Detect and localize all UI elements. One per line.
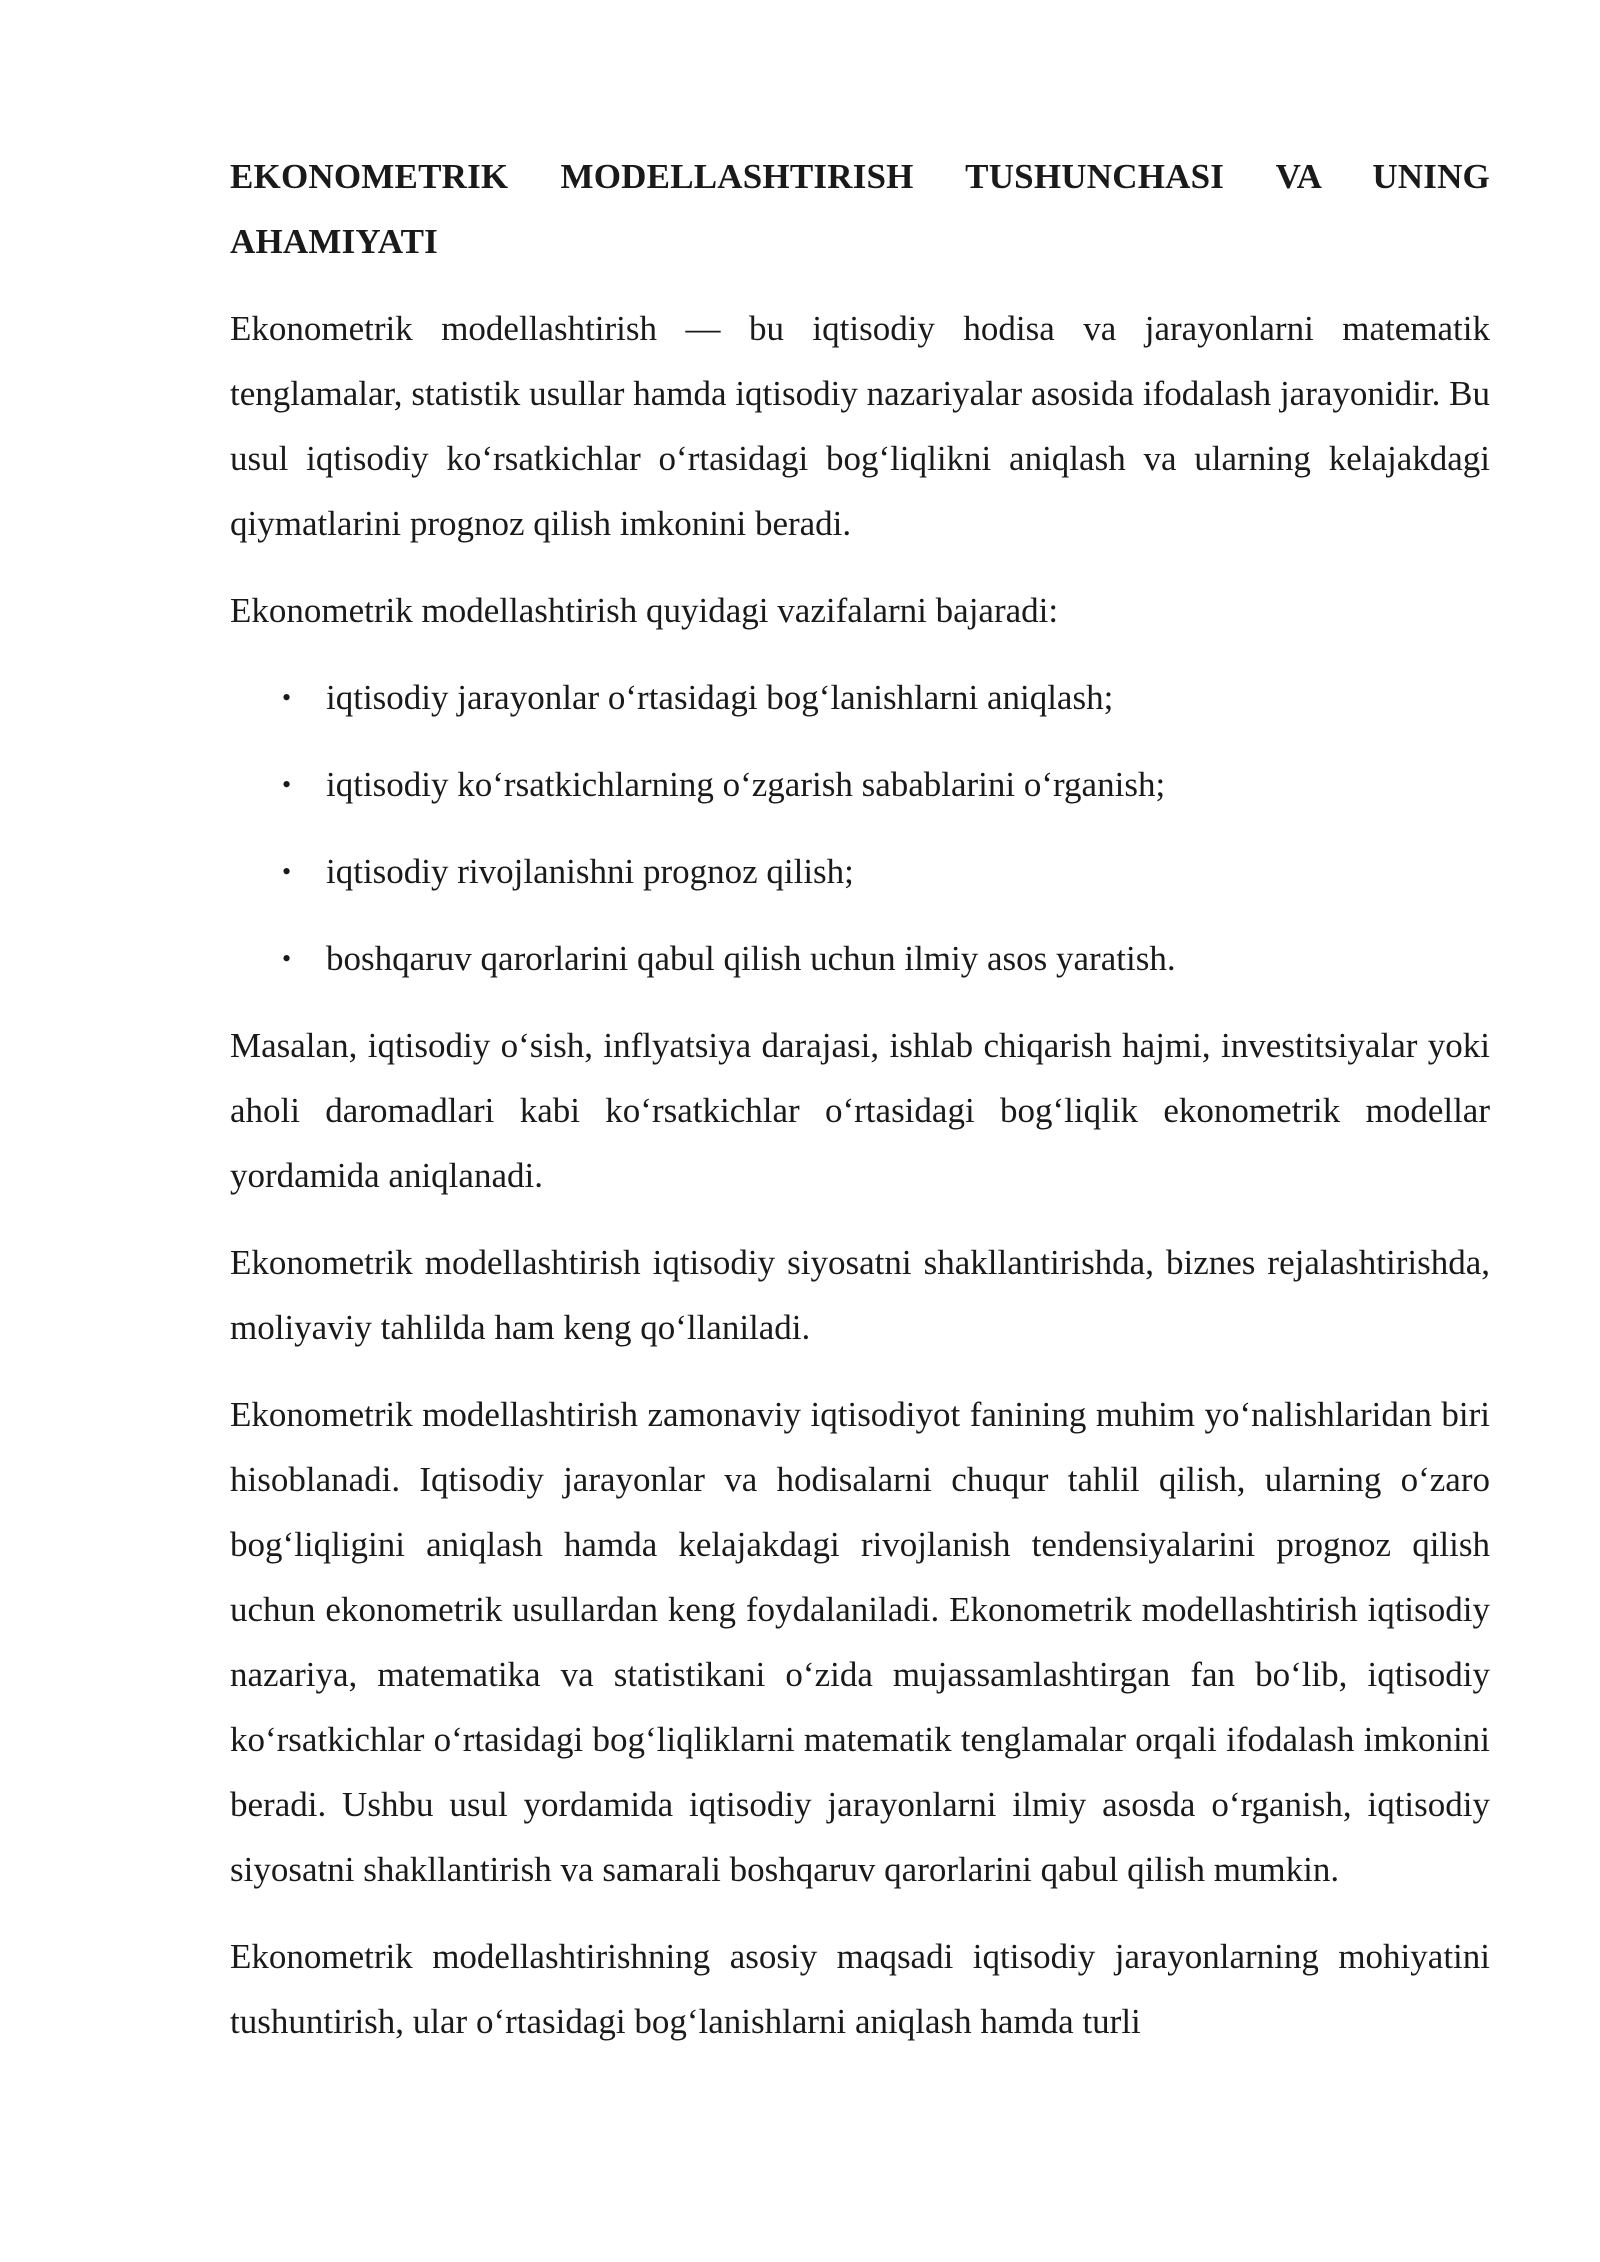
bullet-icon: • bbox=[282, 944, 292, 973]
list-item bbox=[230, 839, 1490, 904]
list-item-text: iqtisodiy jarayonlar o‘rtasidagi bog‘lanishlarni aniqlash; bbox=[326, 678, 1114, 717]
list-item-text: iqtisodiy ko‘rsatkichlarning o‘zgarish sabablarini o‘rganish; bbox=[326, 765, 1166, 804]
bullet-icon: • bbox=[282, 683, 292, 712]
paragraph-goal: Ekonometrik modellashtirishning asosiy maqsadi iqtisodiy jarayonlarning mohiyatini tushuntirish, ular o‘rtasidagi bog‘lanishlarni aniqlash hamda turli bbox=[230, 1937, 1490, 2041]
document-title: EKONOMETRIK MODELLASHTIRISH TUSHUNCHASI VA UNING AHAMIYATI bbox=[230, 157, 1490, 261]
bullet-icon: • bbox=[282, 857, 292, 886]
paragraph-tasks-intro: Ekonometrik modellashtirish quyidagi vazifalarni bajaradi: bbox=[230, 591, 1059, 630]
paragraph-importance: Ekonometrik modellashtirish zamonaviy iqtisodiyot fanining muhim yo‘nalishlaridan biri hisoblanadi. Iqtisodiy jarayonlar va hodisalarni chuqur tahlil qilish, ularning o‘zaro bog‘liqligini aniqlash hamda kelajakdagi rivojlanish tendensiyalarini prognoz qilish uchun ekonometrik usullardan keng foydalaniladi. Ekonometrik modellashtirish iqtisodiy nazariya, matematika va statistikani o‘zida mujassamlashtirgan fan bo‘lib, iqtisodiy ko‘rsatkichlar o‘rtasidagi bog‘liqliklarni matematik tenglamalar orqali ifodalash imkonini beradi. Ushbu usul yordamida iqtisodiy jarayonlarni ilmiy asosda o‘rganish, iqtisodiy siyosatni shakllantirish va samarali boshqaruv qarorlarini qabul qilish mumkin. bbox=[230, 1395, 1490, 1889]
tasks-list bbox=[230, 665, 1490, 991]
list-item-text: iqtisodiy rivojlanishni prognoz qilish; bbox=[326, 852, 854, 891]
list-item bbox=[230, 926, 1490, 991]
paragraph-example: Masalan, iqtisodiy o‘sish, inflyatsiya darajasi, ishlab chiqarish hajmi, investitsiyalar yoki aholi daromadlari kabi ko‘rsatkichlar o‘rtasidagi bog‘liqlik ekonometrik modellar yordamida aniqlanadi. bbox=[230, 1026, 1490, 1195]
list-item-text: boshqaruv qarorlarini qabul qilish uchun ilmiy asos yaratish. bbox=[326, 939, 1176, 978]
paragraph-applications: Ekonometrik modellashtirish iqtisodiy siyosatni shakllantirishda, biznes rejalashtirishda, moliyaviy tahlilda ham keng qo‘llaniladi. bbox=[230, 1243, 1490, 1347]
bullet-icon: • bbox=[282, 770, 292, 799]
paragraph-definition: Ekonometrik modellashtirish — bu iqtisodiy hodisa va jarayonlarni matematik tenglamalar, statistik usullar hamda iqtisodiy nazariyalar asosida ifodalash jarayonidir. Bu usul iqtisodiy ko‘rsatkichlar o‘rtasidagi bog‘liqlikni aniqlash va ularning kelajakdagi qiymatlarini prognoz qilish imkonini beradi. bbox=[230, 309, 1490, 543]
document-page bbox=[230, 144, 1490, 2076]
list-item bbox=[230, 752, 1490, 817]
list-item bbox=[230, 665, 1490, 730]
